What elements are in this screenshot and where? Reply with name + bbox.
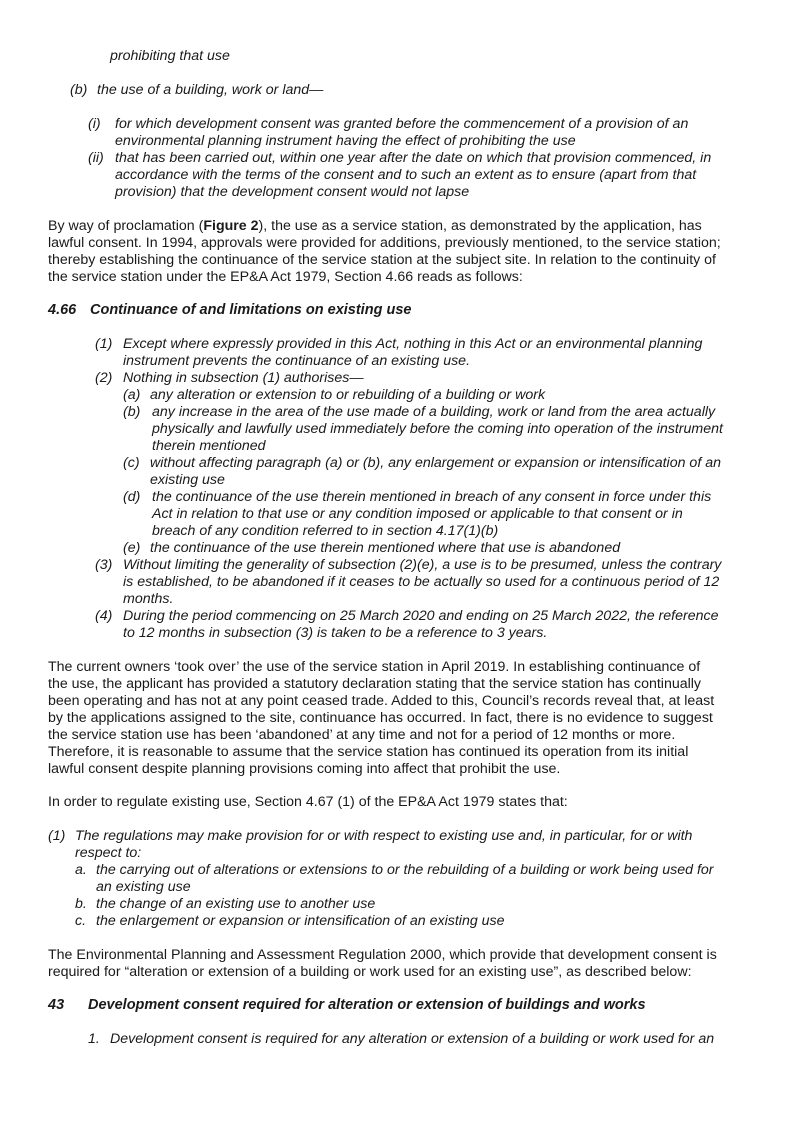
clause-b-ii-text [115, 150, 711, 201]
subsection-label: (4) [95, 608, 113, 624]
line: the continuance of the use therein mentioned in breach of any consent in force under this [152, 489, 712, 505]
subsection-text [123, 608, 718, 642]
para-text: In order to regulate existing use, Section 4.67 (1) of the EP&A Act 1979 states that: [48, 794, 568, 810]
line: During the period commencing on 25 March 2020 and ending on 25 March 2022, the reference [123, 608, 719, 624]
para-text: the use, the applicant has provided a statutory declaration stating that the service station has continually [48, 676, 702, 692]
clause-b [70, 82, 770, 99]
s466-sub2 [95, 370, 755, 387]
continuance-paragraph [48, 659, 753, 778]
subsection-text [75, 828, 692, 862]
line: months. [123, 591, 174, 607]
regulate-paragraph [48, 794, 753, 811]
paragraph-text [96, 862, 714, 896]
paragraph-label: (e) [123, 540, 141, 556]
line: physically and lawfully used immediately before the coming into operation of the instrument [152, 421, 723, 437]
line: respect to: [75, 845, 142, 861]
line: The regulations may make provision for or with respect to existing use and, in particular, for or with [75, 828, 693, 844]
s466-2a [123, 387, 763, 404]
line: to 12 months in subsection (3) is taken to be a reference to 3 years. [123, 625, 548, 641]
figure-reference: Figure 2 [203, 218, 259, 234]
clause-b-i-line: environmental planning instrument having the effect of prohibiting the use [115, 133, 576, 149]
section-number: 43 [48, 997, 65, 1013]
line: Without limiting the generality of subsection (2)(e), a use is to be presumed, unless the contrary [123, 557, 722, 573]
line: without affecting paragraph (a) or (b), any enlargement or expansion or intensification of an [150, 455, 721, 471]
s466-sub3 [95, 557, 765, 608]
s467-sub1 [48, 828, 758, 862]
section-title: Development consent required for alteration or extension of buildings and works [88, 997, 646, 1013]
para-text: the service station use has been ‘abandoned’ at any time and not for a period of 12 months or more. [48, 727, 676, 743]
paragraph-text: the continuance of the use therein mentioned where that use is abandoned [150, 540, 621, 556]
line: any increase in the area of the use made of a building, work or land from the area actually [152, 404, 716, 420]
s466-2c [123, 455, 763, 489]
paragraph-text: the enlargement or expansion or intensification of an existing use [96, 913, 505, 929]
subsection-text [123, 557, 721, 608]
paragraph-text [152, 489, 711, 540]
paragraph-label: (b) [123, 404, 141, 420]
line: instrument prevents the continuance of an existing use. [123, 353, 471, 369]
clause-b-ii-line: provision) that the development consent would not lapse [115, 184, 470, 200]
list-label: 1. [88, 1031, 100, 1047]
para-text: lawful consent. In 1994, approvals were provided for additions, previously mentioned, to the service station; [48, 235, 721, 251]
s466-sub1 [95, 336, 755, 370]
list-text: Development consent is required for any alteration or extension of a building or work used for an [110, 1031, 715, 1047]
section-43-heading [48, 997, 646, 1014]
subsection-text: Nothing in subsection (1) authorises— [123, 370, 364, 386]
paragraph-text [152, 404, 723, 455]
s467-b [75, 896, 755, 913]
para-text: By way of proclamation ( [48, 218, 204, 234]
clause-b-i [88, 116, 768, 150]
paragraph-label: (a) [123, 387, 141, 403]
line: therein mentioned [152, 438, 266, 454]
regulation-paragraph [48, 947, 753, 981]
para-text: The Environmental Planning and Assessment Regulation 2000, which provide that development consent is [48, 947, 717, 963]
section-number: 4.66 [48, 302, 77, 318]
para-text: The current owners ‘took over’ the use of the service station in April 2019. In establishing continuance of [48, 659, 701, 675]
section-title: Continuance of and limitations on existing use [90, 302, 412, 318]
paragraph-label: (c) [123, 455, 140, 471]
s466-2b [123, 404, 763, 455]
clause-b-i-label: (i) [88, 116, 101, 132]
clause-b-ii-label: (ii) [88, 150, 104, 166]
section-466-heading [48, 302, 411, 319]
para-text: lawful consent despite planning provisions coming into affect that prohibit the use. [48, 761, 561, 777]
subsection-label: (2) [95, 370, 113, 386]
paragraph-label: c. [75, 913, 87, 929]
line: breach of any condition referred to in section 4.17(1)(b) [152, 523, 499, 539]
clause-b-ii-line: that has been carried out, within one year after the date on which that provision commenced, in [115, 150, 712, 166]
paragraph-label: b. [75, 896, 87, 912]
para-text: required for “alteration or extension of a building or work used for an existing use”, as described below: [48, 964, 692, 980]
paragraph-text: any alteration or extension to or rebuilding of a building or work [150, 387, 546, 403]
s466-2e [123, 540, 763, 557]
para-text: been operating and has not at any point ceased trade. Added to this, Council’s records reveal that, at least [48, 693, 715, 709]
s43-item1 [88, 1031, 768, 1048]
clause-continuation [110, 48, 230, 65]
line: is established, to be abandoned if it ceases to be actually so used for a continuous period of 12 [123, 574, 720, 590]
clause-continuation-text: prohibiting that use [110, 48, 230, 64]
paragraph-label: a. [75, 862, 87, 878]
subsection-label: (3) [95, 557, 113, 573]
para-text: by the applications assigned to the site, continuance has occurred. In fact, there is no evidence to suggest [48, 710, 713, 726]
para-text: the service station under the EP&A Act 1979, Section 4.66 reads as follows: [48, 269, 523, 285]
para-text: thereby establishing the continuance of the service station at the subject site. In relation to the continuity of [48, 252, 717, 268]
clause-b-i-text [115, 116, 688, 150]
proclamation-paragraph [48, 218, 753, 286]
clause-b-text: the use of a building, work or land— [97, 82, 324, 98]
s467-a [75, 862, 755, 896]
clause-b-i-line: for which development consent was granted before the commencement of a provision of an [115, 116, 689, 132]
s466-sub4 [95, 608, 765, 642]
para-text: ), the use as a service station, as demonstrated by the application, has [258, 218, 702, 234]
paragraph-text: the change of an existing use to another use [96, 896, 376, 912]
line: Except where expressly provided in this Act, nothing in this Act or an environmental planning [123, 336, 703, 352]
line: an existing use [96, 879, 191, 895]
subsection-text [123, 336, 702, 370]
subsection-label: (1) [48, 828, 66, 844]
clause-b-ii-line: accordance with the terms of the consent and to such an extent as to ensure (apart from that [115, 167, 697, 183]
line: existing use [150, 472, 225, 488]
subsection-label: (1) [95, 336, 113, 352]
para-text: Therefore, it is reasonable to assume that the service station has continued its operation from its initial [48, 744, 689, 760]
line: Act in relation to that use or any condition imposed or applicable to that consent or in [152, 506, 683, 522]
line: the carrying out of alterations or extensions to or the rebuilding of a building or work being used for [96, 862, 714, 878]
paragraph-label: (d) [123, 489, 141, 505]
paragraph-text [150, 455, 721, 489]
clause-b-label: (b) [70, 82, 88, 98]
clause-b-ii [88, 150, 778, 201]
s467-c [75, 913, 755, 930]
s466-2d [123, 489, 763, 540]
